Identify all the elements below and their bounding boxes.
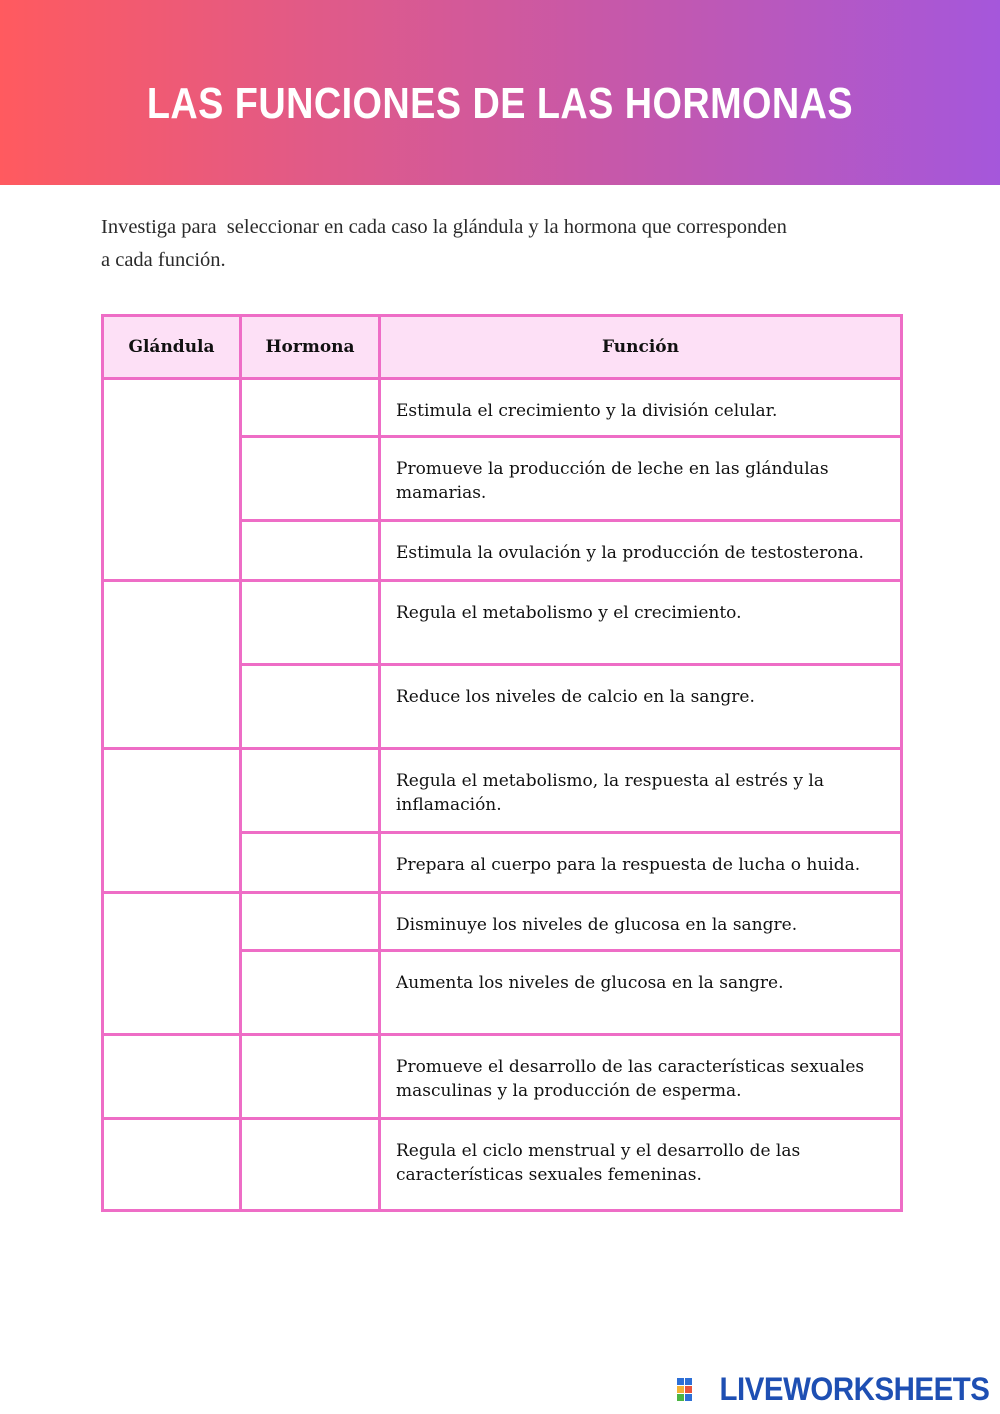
gland-answer-cell[interactable] (103, 1119, 241, 1211)
table-row (103, 1035, 902, 1119)
function-cell: Regula el ciclo menstrual y el desarrollo de las características sexuales femeninas. (380, 1119, 902, 1211)
table-row (103, 893, 902, 951)
gland-answer-cell[interactable] (103, 1035, 241, 1119)
hormone-answer-cell[interactable] (241, 749, 380, 833)
function-cell: Prepara al cuerpo para la respuesta de lucha o huida. (380, 833, 902, 893)
gland-answer-cell[interactable] (103, 749, 241, 893)
hormone-answer-cell[interactable] (241, 1119, 380, 1211)
function-cell: Regula el metabolismo, la respuesta al estrés y la inflamación. (380, 749, 902, 833)
function-cell: Estimula la ovulación y la producción de testosterona. (380, 521, 902, 581)
hormone-answer-cell[interactable] (241, 521, 380, 581)
hormone-answer-cell[interactable] (241, 437, 380, 521)
header-gland: Glándula (103, 316, 241, 379)
header-hormone: Hormona (241, 316, 380, 379)
logo-text: LIVEWORKSHEETS (719, 1370, 989, 1407)
function-cell: Disminuye los niveles de glucosa en la sangre. (380, 893, 902, 951)
header-function: Función (380, 316, 902, 379)
hormone-answer-cell[interactable] (241, 893, 380, 951)
table-row (103, 581, 902, 665)
gland-answer-cell[interactable] (103, 893, 241, 1035)
hormone-answer-cell[interactable] (241, 951, 380, 1035)
logo-blocks-icon (677, 1378, 692, 1401)
hormone-answer-cell[interactable] (241, 665, 380, 749)
function-cell: Aumenta los niveles de glucosa en la sangre. (380, 951, 902, 1035)
function-cell: Regula el metabolismo y el crecimiento. (380, 581, 902, 665)
title-banner (0, 0, 1000, 185)
hormone-answer-cell[interactable] (241, 379, 380, 437)
gland-answer-cell[interactable] (103, 581, 241, 749)
hormone-answer-cell[interactable] (241, 581, 380, 665)
table-row (103, 379, 902, 437)
hormone-answer-cell[interactable] (241, 1035, 380, 1119)
function-cell: Promueve la producción de leche en las glándulas mamarias. (380, 437, 902, 521)
table-row (103, 1119, 902, 1211)
instructions-text: Investiga para seleccionar en cada caso la glándula y la hormona que corresponden a cada función. (101, 216, 787, 271)
liveworksheets-logo (677, 1371, 989, 1407)
gland-answer-cell[interactable] (103, 379, 241, 581)
table-row (103, 749, 902, 833)
function-cell: Promueve el desarrollo de las características sexuales masculinas y la producción de esperma. (380, 1035, 902, 1119)
table-header-row (103, 316, 902, 379)
hormones-table (101, 314, 903, 1212)
function-cell: Reduce los niveles de calcio en la sangre. (380, 665, 902, 749)
function-cell: Estimula el crecimiento y la división celular. (380, 379, 902, 437)
hormone-answer-cell[interactable] (241, 833, 380, 893)
page-title: LAS FUNCIONES DE LAS HORMONAS (146, 79, 854, 128)
